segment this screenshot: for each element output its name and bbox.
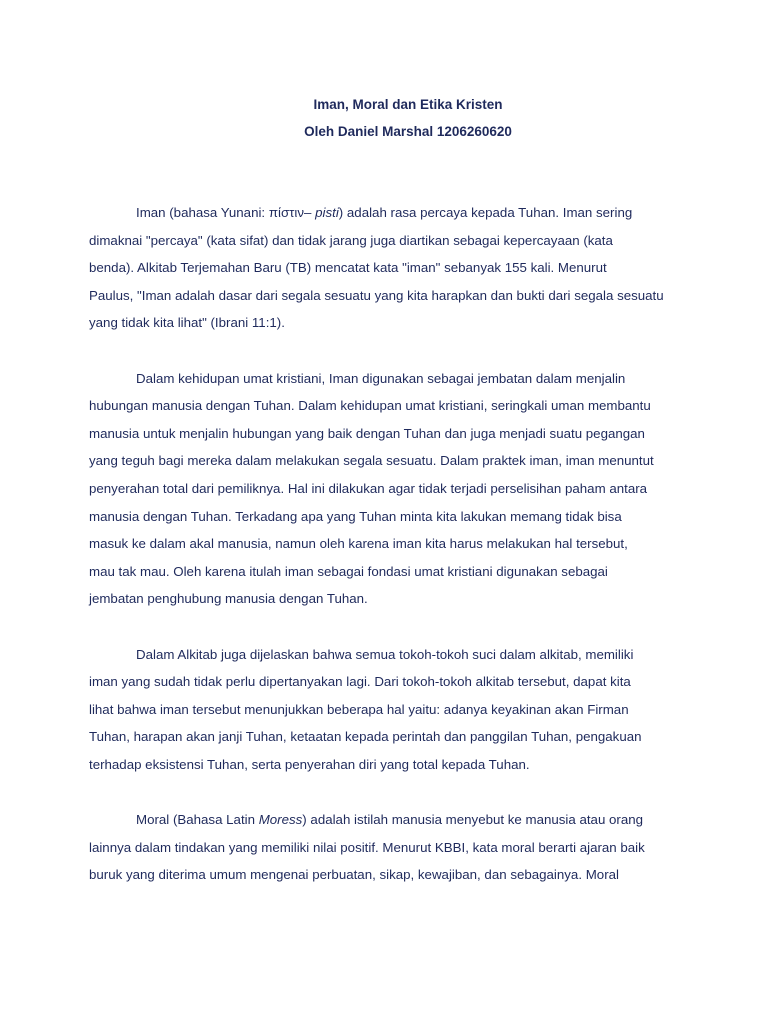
text-line bbox=[89, 365, 689, 393]
text-segment: ) adalah rasa percaya kepada Tuhan. Iman sering bbox=[338, 205, 633, 220]
text-line: terhadap eksistensi Tuhan, serta penyerahan diri yang total kepada Tuhan. bbox=[89, 756, 530, 772]
text-segment: Moral (Bahasa Latin bbox=[136, 812, 259, 828]
paragraph-moral bbox=[89, 806, 689, 889]
text-line: lainnya dalam tindakan yang memiliki nilai positif. Menurut KBBI, kata moral berarti ajaran baik bbox=[89, 839, 645, 855]
text-line: lihat bahwa iman tersebut menunjukkan beberapa hal yaitu: adanya keyakinan akan Firman bbox=[89, 701, 629, 717]
text-line: masuk ke dalam akal manusia, namun oleh karena iman kita harus melakukan hal tersebut, bbox=[89, 536, 628, 552]
text-line: yang tidak kita lihat" (Ibrani 11:1). bbox=[89, 315, 285, 331]
paragraph-alkitab bbox=[89, 641, 689, 779]
author-line: Oleh Daniel Marshal 1206260620 bbox=[304, 124, 512, 139]
text-segment: Dalam kehidupan umat kristiani, Iman digunakan sebagai jembatan dalam menjalin bbox=[136, 370, 626, 386]
text-line: yang teguh bagi mereka dalam melakukan segala sesuatu. Dalam praktek iman, iman menuntut bbox=[89, 453, 654, 469]
paragraph-iman bbox=[89, 199, 689, 337]
text-line bbox=[89, 199, 689, 227]
title-block bbox=[0, 92, 768, 145]
text-line: buruk yang diterima umum mengenai perbuatan, sikap, kewajiban, dan sebagainya. Moral bbox=[89, 867, 619, 883]
text-segment: Dalam Alkitab juga dijelaskan bahwa semua tokoh-tokoh suci dalam alkitab, memiliki bbox=[136, 646, 634, 662]
text-line bbox=[89, 641, 689, 669]
text-line: Paulus, "Iman adalah dasar dari segala sesuatu yang kita harapkan dan bukti dari segala sesuatu bbox=[89, 287, 664, 303]
italic-term: Moress bbox=[258, 812, 303, 828]
body-text bbox=[89, 199, 689, 916]
italic-term: pisti bbox=[315, 205, 339, 220]
text-line: hubungan manusia dengan Tuhan. Dalam kehidupan umat kristiani, seringkali uman membantu bbox=[89, 398, 651, 414]
text-line: mau tak mau. Oleh karena itulah iman sebagai fondasi umat kristiani digunakan sebagai bbox=[89, 563, 608, 579]
text-line: dimaknai "percaya" (kata sifat) dan tidak jarang juga diartikan sebagai kepercayaan (kata bbox=[89, 232, 613, 248]
paragraph-kehidupan bbox=[89, 365, 689, 613]
text-line: manusia untuk menjalin hubungan yang baik dengan Tuhan dan juga menjadi suatu pegangan bbox=[89, 425, 645, 441]
text-line: penyerahan total dari pemiliknya. Hal ini dilakukan agar tidak terjadi perselisihan paham antara bbox=[89, 480, 648, 496]
text-line: Tuhan, harapan akan janji Tuhan, ketaatan kepada perintah dan panggilan Tuhan, pengakuan bbox=[89, 729, 642, 745]
text-line bbox=[89, 806, 689, 834]
text-segment: ) adalah istilah manusia menyebut ke manusia atau orang bbox=[302, 812, 644, 828]
greek-word: πίστιν bbox=[268, 205, 305, 220]
text-line: manusia dengan Tuhan. Terkadang apa yang Tuhan minta kita lakukan memang tidak bisa bbox=[89, 508, 622, 524]
text-line: benda). Alkitab Terjemahan Baru (TB) mencatat kata "iman" sebanyak 155 kali. Menurut bbox=[89, 260, 607, 276]
text-line: iman yang sudah tidak perlu dipertanyakan lagi. Dari tokoh-tokoh alkitab tersebut, dapat kita bbox=[89, 674, 631, 690]
document-title: Iman, Moral dan Etika Kristen bbox=[313, 97, 503, 112]
text-segment: Iman (bahasa Yunani: bbox=[136, 205, 269, 220]
text-segment: – bbox=[304, 205, 316, 220]
text-line: jembatan penghubung manusia dengan Tuhan. bbox=[89, 591, 368, 607]
